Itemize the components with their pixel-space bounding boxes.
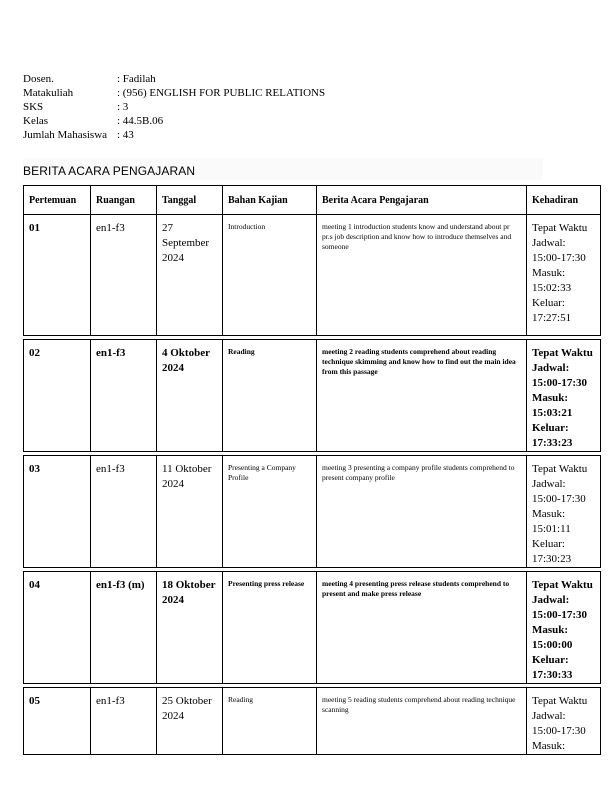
kehadiran-masuk: 15:00:00 <box>532 639 573 651</box>
header-berita-acara: Berita Acara Pengajaran <box>317 186 527 215</box>
kehadiran-masuk-label: Masuk: <box>532 267 565 279</box>
cell-berita-acara: meeting 3 presenting a company profile students comprehend to present company profile <box>317 456 527 568</box>
section-title: BERITA ACARA PENGAJARAN <box>23 164 196 178</box>
cell-ruangan: en1-f3 <box>91 456 157 568</box>
cell-ruangan: en1-f3 (m) <box>91 572 157 684</box>
header-pertemuan: Pertemuan <box>24 186 91 215</box>
info-row-kelas <box>23 114 325 128</box>
kehadiran-masuk-label: Masuk: <box>532 740 565 752</box>
cell-pertemuan: 03 <box>24 456 91 568</box>
kehadiran-jadwal-label: Jadwal: <box>532 362 570 374</box>
info-label: SKS <box>23 101 44 113</box>
info-label: Jumlah Mahasiswa <box>23 129 108 141</box>
info-row-dosen <box>23 72 325 86</box>
kehadiran-keluar-label: Keluar: <box>532 422 569 434</box>
kehadiran-status: Tepat Waktu <box>532 695 588 707</box>
cell-kehadiran <box>527 340 601 452</box>
info-value: : 44.5B.06 <box>117 115 164 127</box>
kehadiran-masuk: 15:03:21 <box>532 407 573 419</box>
cell-berita-acara: meeting 4 presenting press release students comprehend to present and make press release <box>317 572 527 684</box>
kehadiran-keluar: 17:27:51 <box>532 312 572 324</box>
kehadiran-jadwal-label: Jadwal: <box>532 594 570 606</box>
info-row-matakuliah <box>23 86 325 100</box>
cell-berita-acara: meeting 5 reading students comprehend about reading technique scanning <box>317 688 527 755</box>
kehadiran-keluar-label: Keluar: <box>532 538 565 550</box>
kehadiran-status: Tepat Waktu <box>532 347 593 359</box>
kehadiran-keluar-label: Keluar: <box>532 654 569 666</box>
table-row <box>24 215 601 336</box>
cell-pertemuan: 01 <box>24 215 91 336</box>
cell-ruangan: en1-f3 <box>91 215 157 336</box>
cell-pertemuan: 04 <box>24 572 91 684</box>
info-value: : 3 <box>117 101 129 113</box>
table-row <box>24 688 601 755</box>
cell-tanggal: 18 Oktober 2024 <box>157 572 223 684</box>
kehadiran-status: Tepat Waktu <box>532 579 593 591</box>
cell-pertemuan: 05 <box>24 688 91 755</box>
cell-ruangan: en1-f3 <box>91 688 157 755</box>
attendance-table <box>23 185 601 755</box>
kehadiran-masuk-label: Masuk: <box>532 392 569 404</box>
cell-kehadiran <box>527 215 601 336</box>
table-row <box>24 340 601 452</box>
info-row-sks <box>23 100 325 114</box>
cell-berita-acara: meeting 1 introduction students know and understand about pr pr.s job description and know how to introduce themselves and someone <box>317 215 527 336</box>
kehadiran-masuk-label: Masuk: <box>532 508 565 520</box>
kehadiran-keluar: 17:30:23 <box>532 553 572 565</box>
kehadiran-jadwal-label: Jadwal: <box>532 478 566 490</box>
cell-bahan-kajian: Presenting a Company Profile <box>223 456 317 568</box>
kehadiran-jadwal: 15:00-17:30 <box>532 725 586 737</box>
table-row <box>24 572 601 684</box>
cell-tanggal: 11 Oktober 2024 <box>157 456 223 568</box>
header-ruangan: Ruangan <box>91 186 157 215</box>
cell-tanggal: 4 Oktober 2024 <box>157 340 223 452</box>
kehadiran-masuk: 15:01:11 <box>532 523 571 535</box>
kehadiran-masuk-label: Masuk: <box>532 624 569 636</box>
kehadiran-jadwal: 15:00-17:30 <box>532 377 587 389</box>
cell-kehadiran <box>527 572 601 684</box>
cell-berita-acara: meeting 2 reading students comprehend about reading technique skimming and know how to find out the main idea from this passage <box>317 340 527 452</box>
cell-bahan-kajian: Reading <box>223 340 317 452</box>
cell-bahan-kajian: Introduction <box>223 215 317 336</box>
cell-pertemuan: 02 <box>24 340 91 452</box>
info-row-jumlah-mahasiswa <box>23 128 325 142</box>
cell-ruangan: en1-f3 <box>91 340 157 452</box>
info-value: : Fadilah <box>117 73 156 85</box>
header-kehadiran: Kehadiran <box>527 186 601 215</box>
table-row <box>24 456 601 568</box>
cell-kehadiran <box>527 688 601 755</box>
kehadiran-jadwal-label: Jadwal: <box>532 710 566 722</box>
kehadiran-status: Tepat Waktu <box>532 222 588 234</box>
cell-bahan-kajian: Reading <box>223 688 317 755</box>
info-label: Matakuliah <box>23 87 74 99</box>
course-info <box>23 72 325 142</box>
info-value: : (956) ENGLISH FOR PUBLIC RELATIONS <box>117 87 326 99</box>
cell-tanggal: 25 Oktober 2024 <box>157 688 223 755</box>
kehadiran-keluar-label: Keluar: <box>532 297 565 309</box>
kehadiran-jadwal-label: Jadwal: <box>532 237 566 249</box>
header-tanggal: Tanggal <box>157 186 223 215</box>
cell-kehadiran <box>527 456 601 568</box>
kehadiran-status: Tepat Waktu <box>532 463 588 475</box>
kehadiran-jadwal: 15:00-17:30 <box>532 493 586 505</box>
table-header-row <box>24 186 601 215</box>
cell-bahan-kajian: Presenting press release <box>223 572 317 684</box>
kehadiran-keluar: 17:30:33 <box>532 669 573 681</box>
info-value: : 43 <box>117 129 134 141</box>
cell-tanggal: 27 September 2024 <box>157 215 223 336</box>
info-label: Kelas <box>23 115 49 127</box>
header-bahan-kajian: Bahan Kajian <box>223 186 317 215</box>
info-label: Dosen. <box>23 73 54 85</box>
kehadiran-jadwal: 15:00-17:30 <box>532 252 586 264</box>
kehadiran-jadwal: 15:00-17:30 <box>532 609 587 621</box>
kehadiran-keluar: 17:33:23 <box>532 437 573 449</box>
kehadiran-masuk: 15:02:33 <box>532 282 572 294</box>
